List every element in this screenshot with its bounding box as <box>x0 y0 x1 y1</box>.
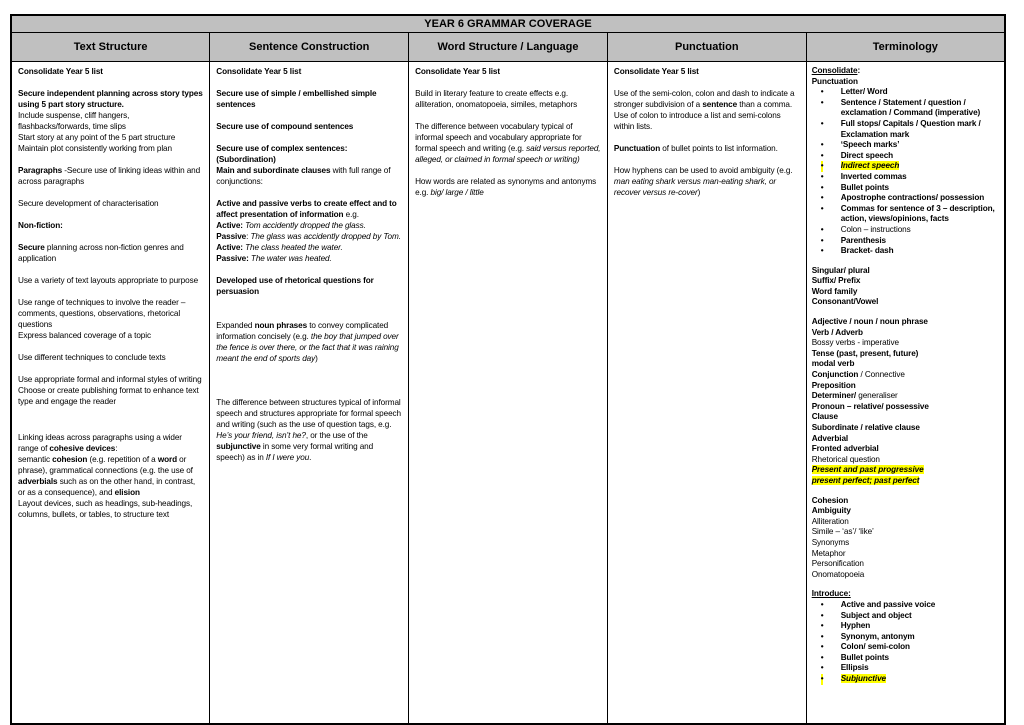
text-line: Ambiguity <box>811 506 851 516</box>
text-line: present perfect; past perfect <box>811 475 920 485</box>
bullet-item: • Subjunctive <box>812 674 1000 685</box>
text-block: Secure use of simple / embellished simple sentences <box>216 89 377 109</box>
text-block: Secure planning across non-fiction genres and application <box>18 243 184 263</box>
column-header-word-structure-language: Word Structure / Language <box>409 33 608 62</box>
header-row <box>11 33 1005 62</box>
text-line: Suffix/ Prefix <box>811 276 861 286</box>
text-block: Secure independent planning across story types using 5 part story structure. Include suspense, cliff hangers, flashbacks/forwards, time slips Start story at any point of the 5 part structure Maintain plot consistently working from plan <box>18 89 203 153</box>
text-block: Use appropriate formal and informal styles of writing Choose or create publishing format to enhance text type and engage the reader <box>18 375 202 406</box>
column-cell-terminology <box>806 62 1005 725</box>
text-line: modal verb <box>811 359 855 369</box>
text-block: Linking ideas across paragraphs using a wider range of cohesive devices: semantic cohesion (e.g. repetition of a word or phrase), grammatical connections (e.g. the use of adverbials such as on the other hand, in contrast, or as a consequence), and elision Layout devices, such as headings, sub-headings, columns, bullets, or tables, to structure text <box>18 433 196 519</box>
text-line: Simile – ‘as’/ ‘like’ <box>811 527 874 537</box>
bullet-item: • Bullet points <box>812 183 1000 194</box>
text-line: Singular/ plural <box>811 265 870 275</box>
spacer <box>18 418 203 432</box>
text-line: Adverbial <box>811 433 849 443</box>
column-cell-word-structure-language <box>409 62 608 725</box>
text-line: Introduce: <box>811 589 851 599</box>
text-line: Tense (past, present, future) <box>811 348 919 358</box>
text-block: Secure development of characterisation <box>18 199 159 208</box>
text-block: Consolidate Year 5 list <box>415 67 501 76</box>
bullet-item: • Apostrophe contractions/ possession <box>812 193 1000 204</box>
text-line: Onomatopoeia <box>811 569 865 579</box>
page-title: YEAR 6 GRAMMAR COVERAGE <box>11 15 1005 33</box>
text-line: Punctuation <box>811 76 858 86</box>
text-block: Use range of techniques to involve the reader – comments, questions, observations, rhetorical questions Express balanced coverage of a topic <box>18 298 186 340</box>
bullet-item: • Letter/ Word <box>812 87 1000 98</box>
text-line: Consonant/Vowel <box>811 297 879 307</box>
text-line: Preposition <box>811 380 856 390</box>
text-line: Verb / Adverb <box>811 327 863 337</box>
text-block: Secure use of complex sentences: (Subordination) Main and subordinate clauses with full range of conjunctions: <box>216 144 391 186</box>
column-cell-punctuation <box>607 62 806 725</box>
bullet-item: • Full stops/ Capitals / Question mark / Exclamation mark <box>812 119 1000 140</box>
bullet-item: • Subject and object <box>812 611 1000 622</box>
bullet-item: • Bracket- dash <box>812 246 1000 257</box>
text-block: Consolidate Year 5 list <box>18 67 103 76</box>
text-line: Determiner/ generaliser <box>811 391 898 401</box>
text-block: How hyphens can be used to avoid ambiguity (e.g. man eating shark versus man-eating shark, or recover versus re-cover) <box>613 166 793 197</box>
text-line: Subordinate / relative clause <box>811 423 920 432</box>
spacer <box>812 580 1000 589</box>
body-row <box>11 62 1005 725</box>
bullet-item: • Colon/ semi-colon <box>812 642 1000 653</box>
text-block: Non-fiction: <box>18 221 63 230</box>
column-header-text-structure: Text Structure <box>11 33 210 62</box>
bullet-item: • Bullet points <box>812 653 1000 664</box>
text-line: Present and past progressive <box>811 465 924 475</box>
bullet-item: • Ellipsis <box>812 663 1000 674</box>
text-block: Use of the semi-colon, colon and dash to indicate a stronger subdivision of a sentence than a comma. Use of colon to introduce a list and semi-colons within lists. <box>613 89 795 131</box>
bullet-item: • Direct speech <box>812 151 1000 162</box>
bullet-item: • Synonym, antonym <box>812 632 1000 643</box>
column-cell-text-structure <box>11 62 210 725</box>
text-line: Pronoun – relative/ possessive <box>811 401 929 411</box>
text-block: How words are related as synonyms and antonyms e.g. big/ large / little <box>415 177 597 197</box>
text-line: Cohesion <box>811 495 849 505</box>
text-block: Use a variety of text layouts appropriate to purpose <box>18 276 199 285</box>
text-block: Expanded noun phrases to convey complicated information concisely (e.g. the boy that jumped over the fence is over there, or the fact that it was raining meant the end of sports day) <box>216 321 399 363</box>
text-line: Conjunction / Connective <box>811 370 905 380</box>
spacer <box>812 487 1000 496</box>
text-line: Clause <box>811 412 838 422</box>
text-line: Rhetorical question <box>811 454 880 464</box>
grammar-coverage-table <box>10 14 1006 725</box>
bullet-item: • Colon – instructions <box>812 225 1000 236</box>
text-line: Personification <box>811 559 864 569</box>
text-block: Developed use of rhetorical questions for persuasion <box>216 276 374 296</box>
column-header-punctuation: Punctuation <box>607 33 806 62</box>
text-block: Consolidate Year 5 list <box>613 67 699 76</box>
spacer <box>216 308 402 320</box>
spacer <box>812 308 1000 317</box>
bullet-item: • Active and passive voice <box>812 600 1000 611</box>
column-header-terminology: Terminology <box>806 33 1005 62</box>
document <box>10 14 1006 725</box>
column-header-sentence-construction: Sentence Construction <box>210 33 409 62</box>
text-line: Bossy verbs - imperative <box>811 338 899 348</box>
text-block: Punctuation of bullet points to list information. <box>613 144 778 153</box>
spacer <box>812 257 1000 266</box>
text-line: Consolidate: <box>811 66 861 75</box>
text-block: Paragraphs -Secure use of linking ideas within and across paragraphs <box>18 166 201 186</box>
text-line: Metaphor <box>811 548 846 558</box>
text-block: The difference between vocabulary typical of informal speech and vocabulary appropriate for formal speech and writing (e.g. said versus reported, alleged, or claimed in formal speech or writing) <box>415 122 601 164</box>
bullet-item: • Commas for sentence of 3 – description, action, views/opinions, facts <box>812 204 1000 225</box>
text-block: Use different techniques to conclude texts <box>18 353 166 362</box>
bullet-item: • Indirect speech <box>812 161 1000 172</box>
bullet-item: • Sentence / Statement / question / exclamation / Command (imperative) <box>812 98 1000 119</box>
column-cell-sentence-construction <box>210 62 409 725</box>
bullet-list <box>812 87 1000 257</box>
spacer <box>216 375 402 397</box>
text-block: Consolidate Year 5 list <box>216 67 302 76</box>
bullet-item: • Hyphen <box>812 621 1000 632</box>
text-line: Synonyms <box>811 537 850 547</box>
text-line: Alliteration <box>811 516 849 526</box>
bullet-item: • Inverted commas <box>812 172 1000 183</box>
text-block: The difference between structures typical of informal speech and structures appropriate for formal speech and writing (such as the use of question tags, e.g. He’s your friend, isn’t he?, or the use of the subjunctive in some very formal writing and speech) as in If I were you. <box>216 398 401 462</box>
text-line: Adjective / noun / noun phrase <box>811 317 928 327</box>
bullet-item: • Parenthesis <box>812 236 1000 247</box>
text-block: Active and passive verbs to create effect and to affect presentation of information e.g. Active: Tom accidently dropped the glass. Passive: The glass was accidently dropped by Tom. Active: The class heated the water. Passive: The water was heated. <box>216 199 401 263</box>
bullet-item: • ‘Speech marks’ <box>812 140 1000 151</box>
text-block: Secure use of compound sentences <box>216 122 354 131</box>
text-block: Build in literary feature to create effects e.g. alliteration, onomatopoeia, similes, metaphors <box>415 89 578 109</box>
text-line: Fronted adverbial <box>811 444 879 454</box>
bullet-list <box>812 600 1000 685</box>
title-row <box>11 15 1005 33</box>
text-line: Word family <box>811 286 858 296</box>
